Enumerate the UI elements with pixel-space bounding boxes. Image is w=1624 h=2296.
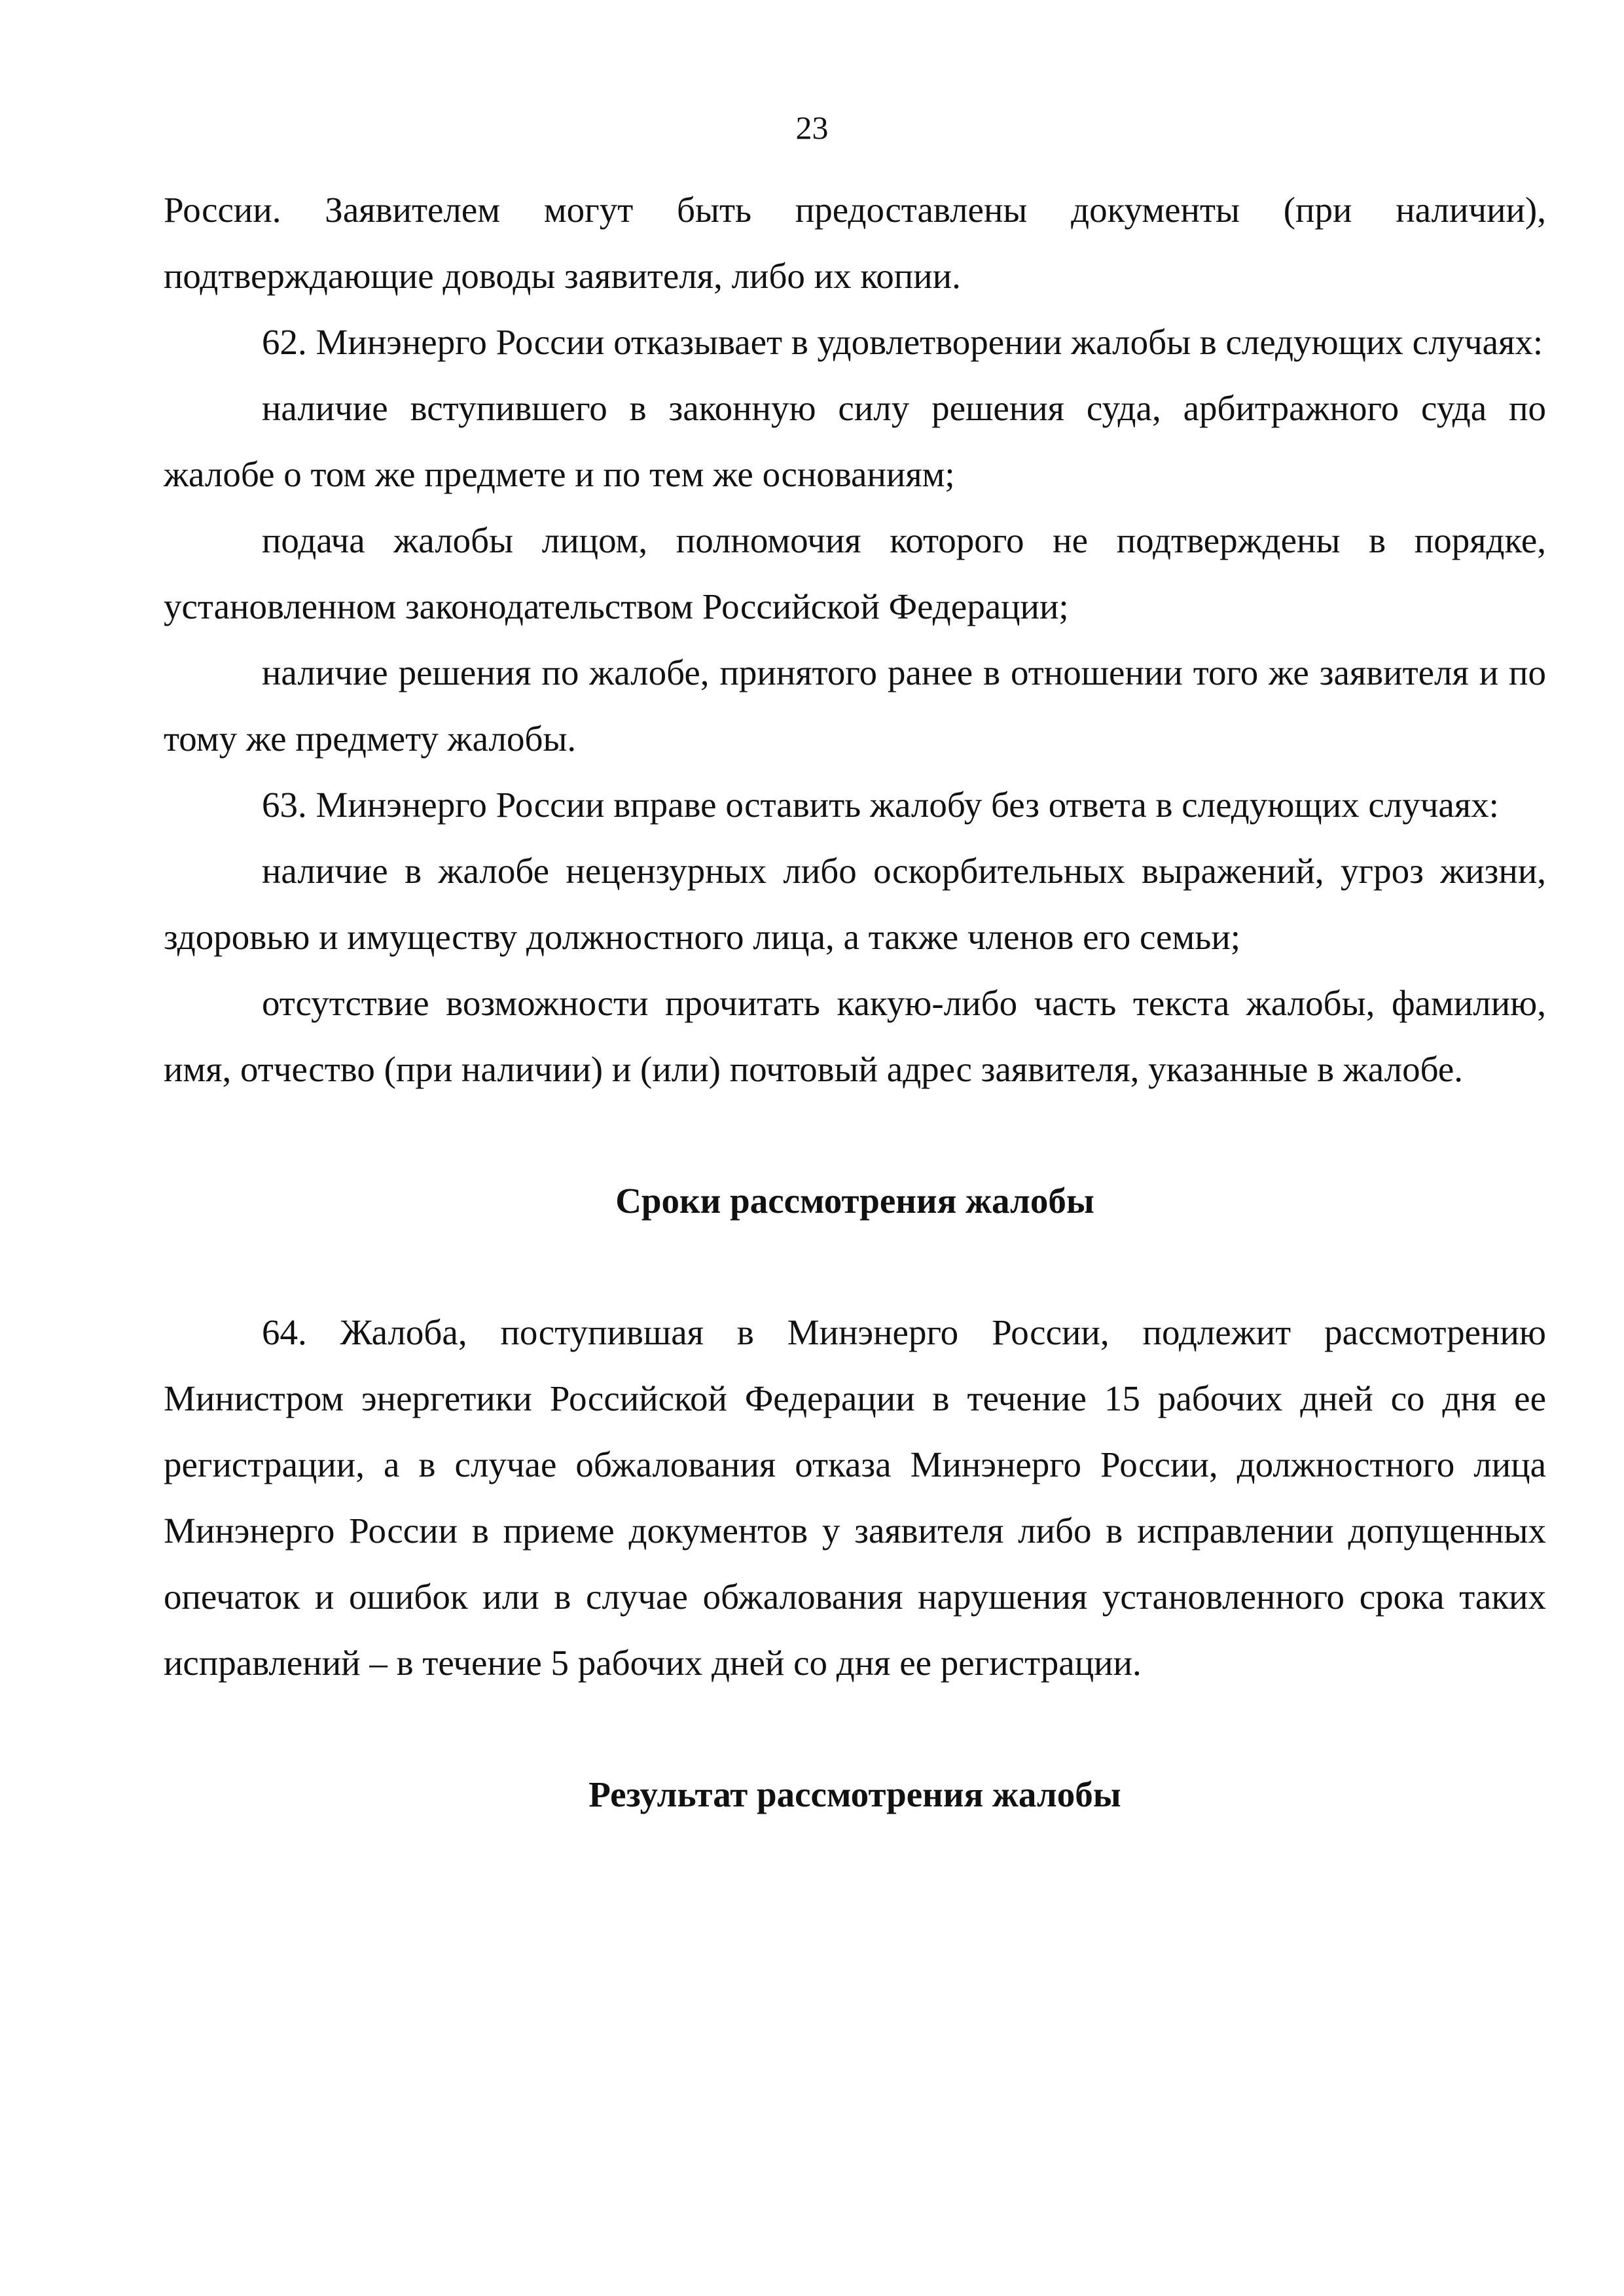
paragraph-clause-62: 62. Минэнерго России отказывает в удовлетворении жалобы в следующих случаях: — [262, 322, 1543, 362]
paragraph-no-answer-unreadable: отсутствие возможности прочитать какую-либо часть текста жалобы, фамилию, имя, отчество (при наличии) и (или) почтовый адрес заявителя, указанные в жалобе. — [164, 983, 1546, 1089]
paragraph-no-answer-obscene: наличие в жалобе нецензурных либо оскорбительных выражений, угроз жизни, здоровью и имуществу должностного лица, а также членов его семьи; — [164, 851, 1546, 957]
section-heading-review-terms: Сроки рассмотрения жалобы — [615, 1181, 1094, 1221]
page-number: 23 — [795, 109, 829, 146]
paragraph-refusal-unauthorized: подача жалобы лицом, полномочия которого не подтверждены в порядке, установленном законодательством Российской Федерации; — [164, 520, 1546, 626]
paragraph-refusal-court-decision: наличие вступившего в законную силу решения суда, арбитражного суда по жалобе о том же предмете и по тем же основаниям; — [164, 388, 1546, 494]
paragraph-continuation: России. Заявителем могут быть предоставлены документы (при наличии), подтверждающие доводы заявителя, либо их копии. — [164, 190, 1546, 296]
section-heading-review-result: Результат рассмотрения жалобы — [588, 1774, 1121, 1814]
paragraph-clause-63: 63. Минэнерго России вправе оставить жалобу без ответа в следующих случаях: — [262, 785, 1499, 825]
paragraph-clause-64: 64. Жалоба, поступившая в Минэнерго России, подлежит рассмотрению Министром энергетики Российской Федерации в течение 15 рабочих дней со дня ее регистрации, а в случае обжалования отказа Минэнерго России, должностного лица Минэнерго России в приеме документов у заявителя либо в исправлении допущенных опечаток и ошибок или в случае обжалования нарушения установленного срока таких исправлений – в течение 5 рабочих дней со дня ее регистрации. — [164, 1312, 1546, 1683]
document-body — [164, 177, 1546, 1827]
paragraph-refusal-prior-decision: наличие решения по жалобе, принятого ранее в отношении того же заявителя и по тому же предмету жалобы. — [164, 653, 1546, 759]
